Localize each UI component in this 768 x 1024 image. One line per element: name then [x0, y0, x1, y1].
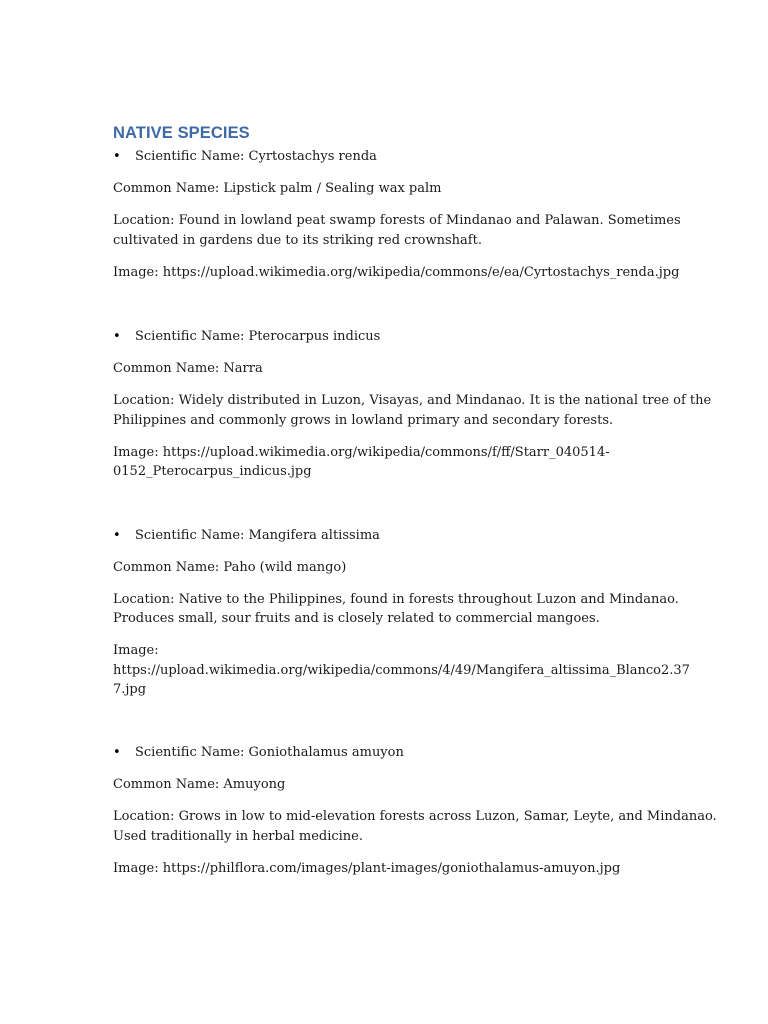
species-1-scientific-name: • Scientific Name: Cyrtostachys renda	[113, 147, 377, 167]
species-4-location-line-2: Used traditionally in herbal medicine.	[113, 829, 364, 844]
species-4-location-line-1: Location: Grows in low to mid-elevation forests across Luzon, Samar, Leyte, and Mindanao.	[113, 809, 717, 824]
species-2-common-name: Common Name: Narra	[113, 361, 263, 376]
bullet-icon: •	[113, 149, 121, 164]
species-3-common-name: Common Name: Paho (wild mango)	[113, 560, 347, 575]
species-1-common-name: Common Name: Lipstick palm / Sealing wax palm	[113, 181, 442, 196]
species-3-location-line-1: Location: Native to the Philippines, found in forests throughout Luzon and Mindanao.	[113, 592, 679, 607]
species-2-scientific-name: • Scientific Name: Pterocarpus indicus	[113, 327, 380, 347]
bullet-icon: •	[113, 528, 121, 543]
species-1-location-line-1: Location: Found in lowland peat swamp forests of Mindanao and Palawan. Sometimes	[113, 213, 681, 228]
bullet-icon: •	[113, 745, 121, 760]
species-3-image-label: Image:	[113, 643, 159, 658]
species-4-scientific-name: • Scientific Name: Goniothalamus amuyon	[113, 743, 404, 763]
species-3-scientific-name: • Scientific Name: Mangifera altissima	[113, 526, 380, 546]
species-2-image-link-line-2: 0152_Pterocarpus_indicus.jpg	[113, 464, 312, 479]
species-2-location-line-2: Philippines and commonly grows in lowland primary and secondary forests.	[113, 413, 614, 428]
species-1-location-line-2: cultivated in gardens due to its striking red crownshaft.	[113, 233, 482, 248]
species-1-image-link: Image: https://upload.wikimedia.org/wikipedia/commons/e/ea/Cyrtostachys_renda.jpg	[113, 265, 680, 280]
species-2-location-line-1: Location: Widely distributed in Luzon, Visayas, and Mindanao. It is the national tree of the	[113, 393, 712, 408]
species-3-location-line-2: Produces small, sour fruits and is closely related to commercial mangoes.	[113, 611, 600, 626]
species-2-image-link-line-1: Image: https://upload.wikimedia.org/wikipedia/commons/f/ff/Starr_040514-	[113, 445, 610, 460]
species-3-image-link-line-1: https://upload.wikimedia.org/wikipedia/commons/4/49/Mangifera_altissima_Blanco2.37	[113, 663, 690, 678]
species-4-common-name: Common Name: Amuyong	[113, 777, 286, 792]
bullet-icon: •	[113, 329, 121, 344]
section-heading: NATIVE SPECIES	[113, 124, 250, 142]
species-3-image-link-line-2: 7.jpg	[113, 682, 147, 697]
species-4-image-link: Image: https://philflora.com/images/plant-images/goniothalamus-amuyon.jpg	[113, 861, 621, 876]
